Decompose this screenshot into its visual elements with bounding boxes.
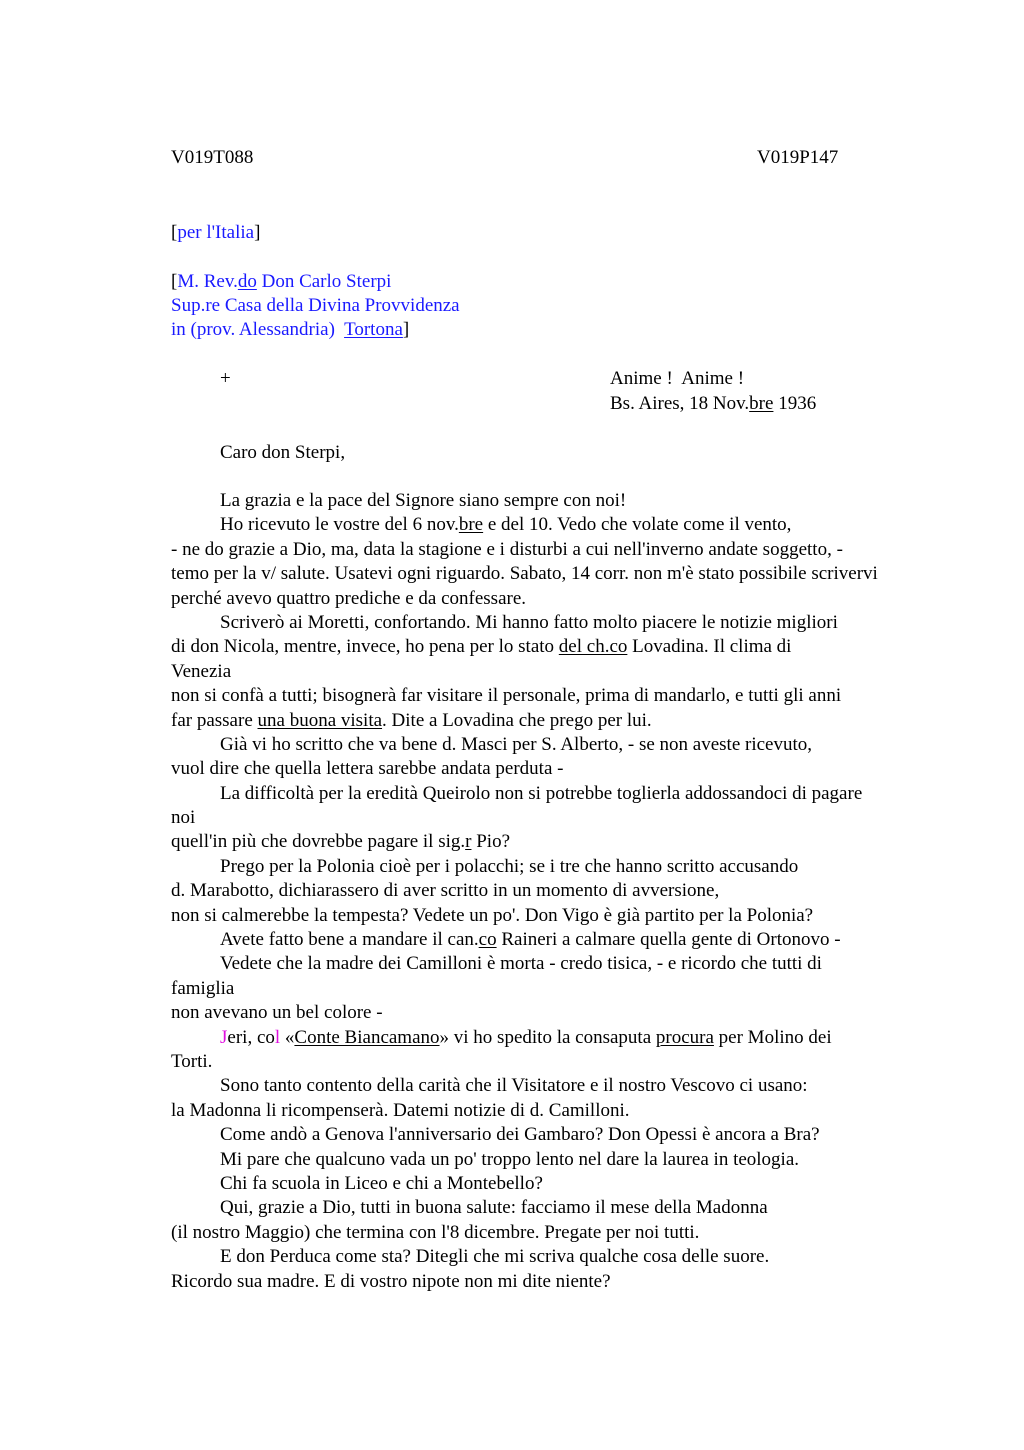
destination-text: per l'Italia xyxy=(177,222,255,243)
body-line: La difficoltà per la eredità Queirolo non si potrebbe toglierla addossandoci di pagare xyxy=(220,782,863,804)
body-line: non avevano un bel colore - xyxy=(171,1002,383,1024)
body-line: (il nostro Maggio) che termina con l'8 dicembre. Pregate per noi tutti. xyxy=(171,1221,700,1243)
body-line: Jeri, col «Conte Biancamano» vi ho spedito la consaputa procura per Molino dei xyxy=(220,1026,832,1048)
cross-symbol: + xyxy=(220,368,231,389)
body-line: Ho ricevuto le vostre del 6 nov.bre e del 10. Vedo che volate come il vento, xyxy=(220,514,792,536)
document-code-right: V019P147 xyxy=(757,147,839,168)
body-line: Venezia xyxy=(171,660,232,682)
body-line: non si calmerebbe la tempesta? Vedete un po'. Don Vigo è già partito per la Polonia? xyxy=(171,904,814,926)
body-line: Già vi ho scritto che va bene d. Masci per S. Alberto, - se non aveste ricevuto, xyxy=(220,733,812,755)
address-line-3: in (prov. Alessandria) Tortona] xyxy=(171,319,410,340)
body-line: temo per la v/ salute. Usatevi ogni riguardo. Sabato, 14 corr. non m'è stato possibile scrivervi xyxy=(171,563,878,585)
letter-body xyxy=(171,489,971,1294)
body-line: quell'in più che dovrebbe pagare il sig.r Pio? xyxy=(171,831,510,853)
body-line: perché avevo quattro prediche e da confessare. xyxy=(171,587,527,609)
body-line: Come andò a Genova l'anniversario dei Gambaro? Don Opessi è ancora a Bra? xyxy=(220,1124,820,1146)
destination-note: [per l'Italia] xyxy=(171,222,261,243)
dateline: Bs. Aires, 18 Nov.bre 1936 xyxy=(610,393,817,414)
body-line: famiglia xyxy=(171,977,235,999)
body-line: Qui, grazie a Dio, tutti in buona salute: facciamo il mese della Madonna xyxy=(220,1197,768,1219)
address-city: Tortona xyxy=(344,319,403,340)
address-recipient-name: Don Carlo Sterpi xyxy=(256,271,392,292)
address-line-1: [M. Rev.do Don Carlo Sterpi xyxy=(171,271,392,292)
body-line: la Madonna li ricompenserà. Datemi notizie di d. Camilloni. xyxy=(171,1099,630,1121)
address-line-2: Sup.re Casa della Divina Provvidenza xyxy=(171,295,460,316)
body-line: Torti. xyxy=(171,1050,213,1072)
body-line: - ne do grazie a Dio, ma, data la stagione e i disturbi a cui nell'inverno andate soggetto, - xyxy=(171,538,843,560)
document-code-left: V019T088 xyxy=(171,147,254,168)
body-line: Avete fatto bene a mandare il can.co Raineri a calmare quella gente di Ortonovo - xyxy=(220,929,841,951)
body-line: Prego per la Polonia cioè per i polacchi; se i tre che hanno scritto accusando xyxy=(220,855,799,877)
body-line: Vedete che la madre dei Camilloni è morta - credo tisica, - e ricordo che tutti di xyxy=(220,953,822,975)
body-line: Ricordo sua madre. E di vostro nipote non mi dite niente? xyxy=(171,1270,611,1292)
body-line: Mi pare che qualcuno vada un po' troppo lento nel dare la laurea in teologia. xyxy=(220,1148,800,1170)
body-line: Chi fa scuola in Liceo e chi a Montebello? xyxy=(220,1172,543,1194)
motto: Anime ! Anime ! xyxy=(610,368,745,389)
body-line: Scriverò ai Moretti, confortando. Mi hanno fatto molto piacere le notizie migliori xyxy=(220,611,838,633)
body-line: noi xyxy=(171,807,196,829)
address-title-superscript: do xyxy=(237,271,257,292)
body-line: di don Nicola, mentre, invece, ho pena per lo stato del ch.co Lovadina. Il clima di xyxy=(171,636,792,658)
body-line: far passare una buona visita. Dite a Lovadina che prego per lui. xyxy=(171,709,652,731)
body-line: Sono tanto contento della carità che il Visitatore e il nostro Vescovo ci usano: xyxy=(220,1075,808,1097)
body-line: vuol dire che quella lettera sarebbe andata perduta - xyxy=(171,758,564,780)
body-line: non si confà a tutti; bisognerà far visitare il personale, prima di mandarlo, e tutti gli anni xyxy=(171,685,842,707)
body-line: La grazia e la pace del Signore siano sempre con noi! xyxy=(220,490,627,511)
address-title: M. Rev. xyxy=(177,271,238,292)
salutation: Caro don Sterpi, xyxy=(220,442,346,463)
body-line: E don Perduca come sta? Ditegli che mi scriva qualche cosa delle suore. xyxy=(220,1246,770,1268)
address-province: in (prov. Alessandria) xyxy=(171,319,345,340)
dateline-superscript: bre xyxy=(749,393,774,414)
body-line: d. Marabotto, dichiarassero di aver scritto in un momento di avversione, xyxy=(171,880,720,902)
